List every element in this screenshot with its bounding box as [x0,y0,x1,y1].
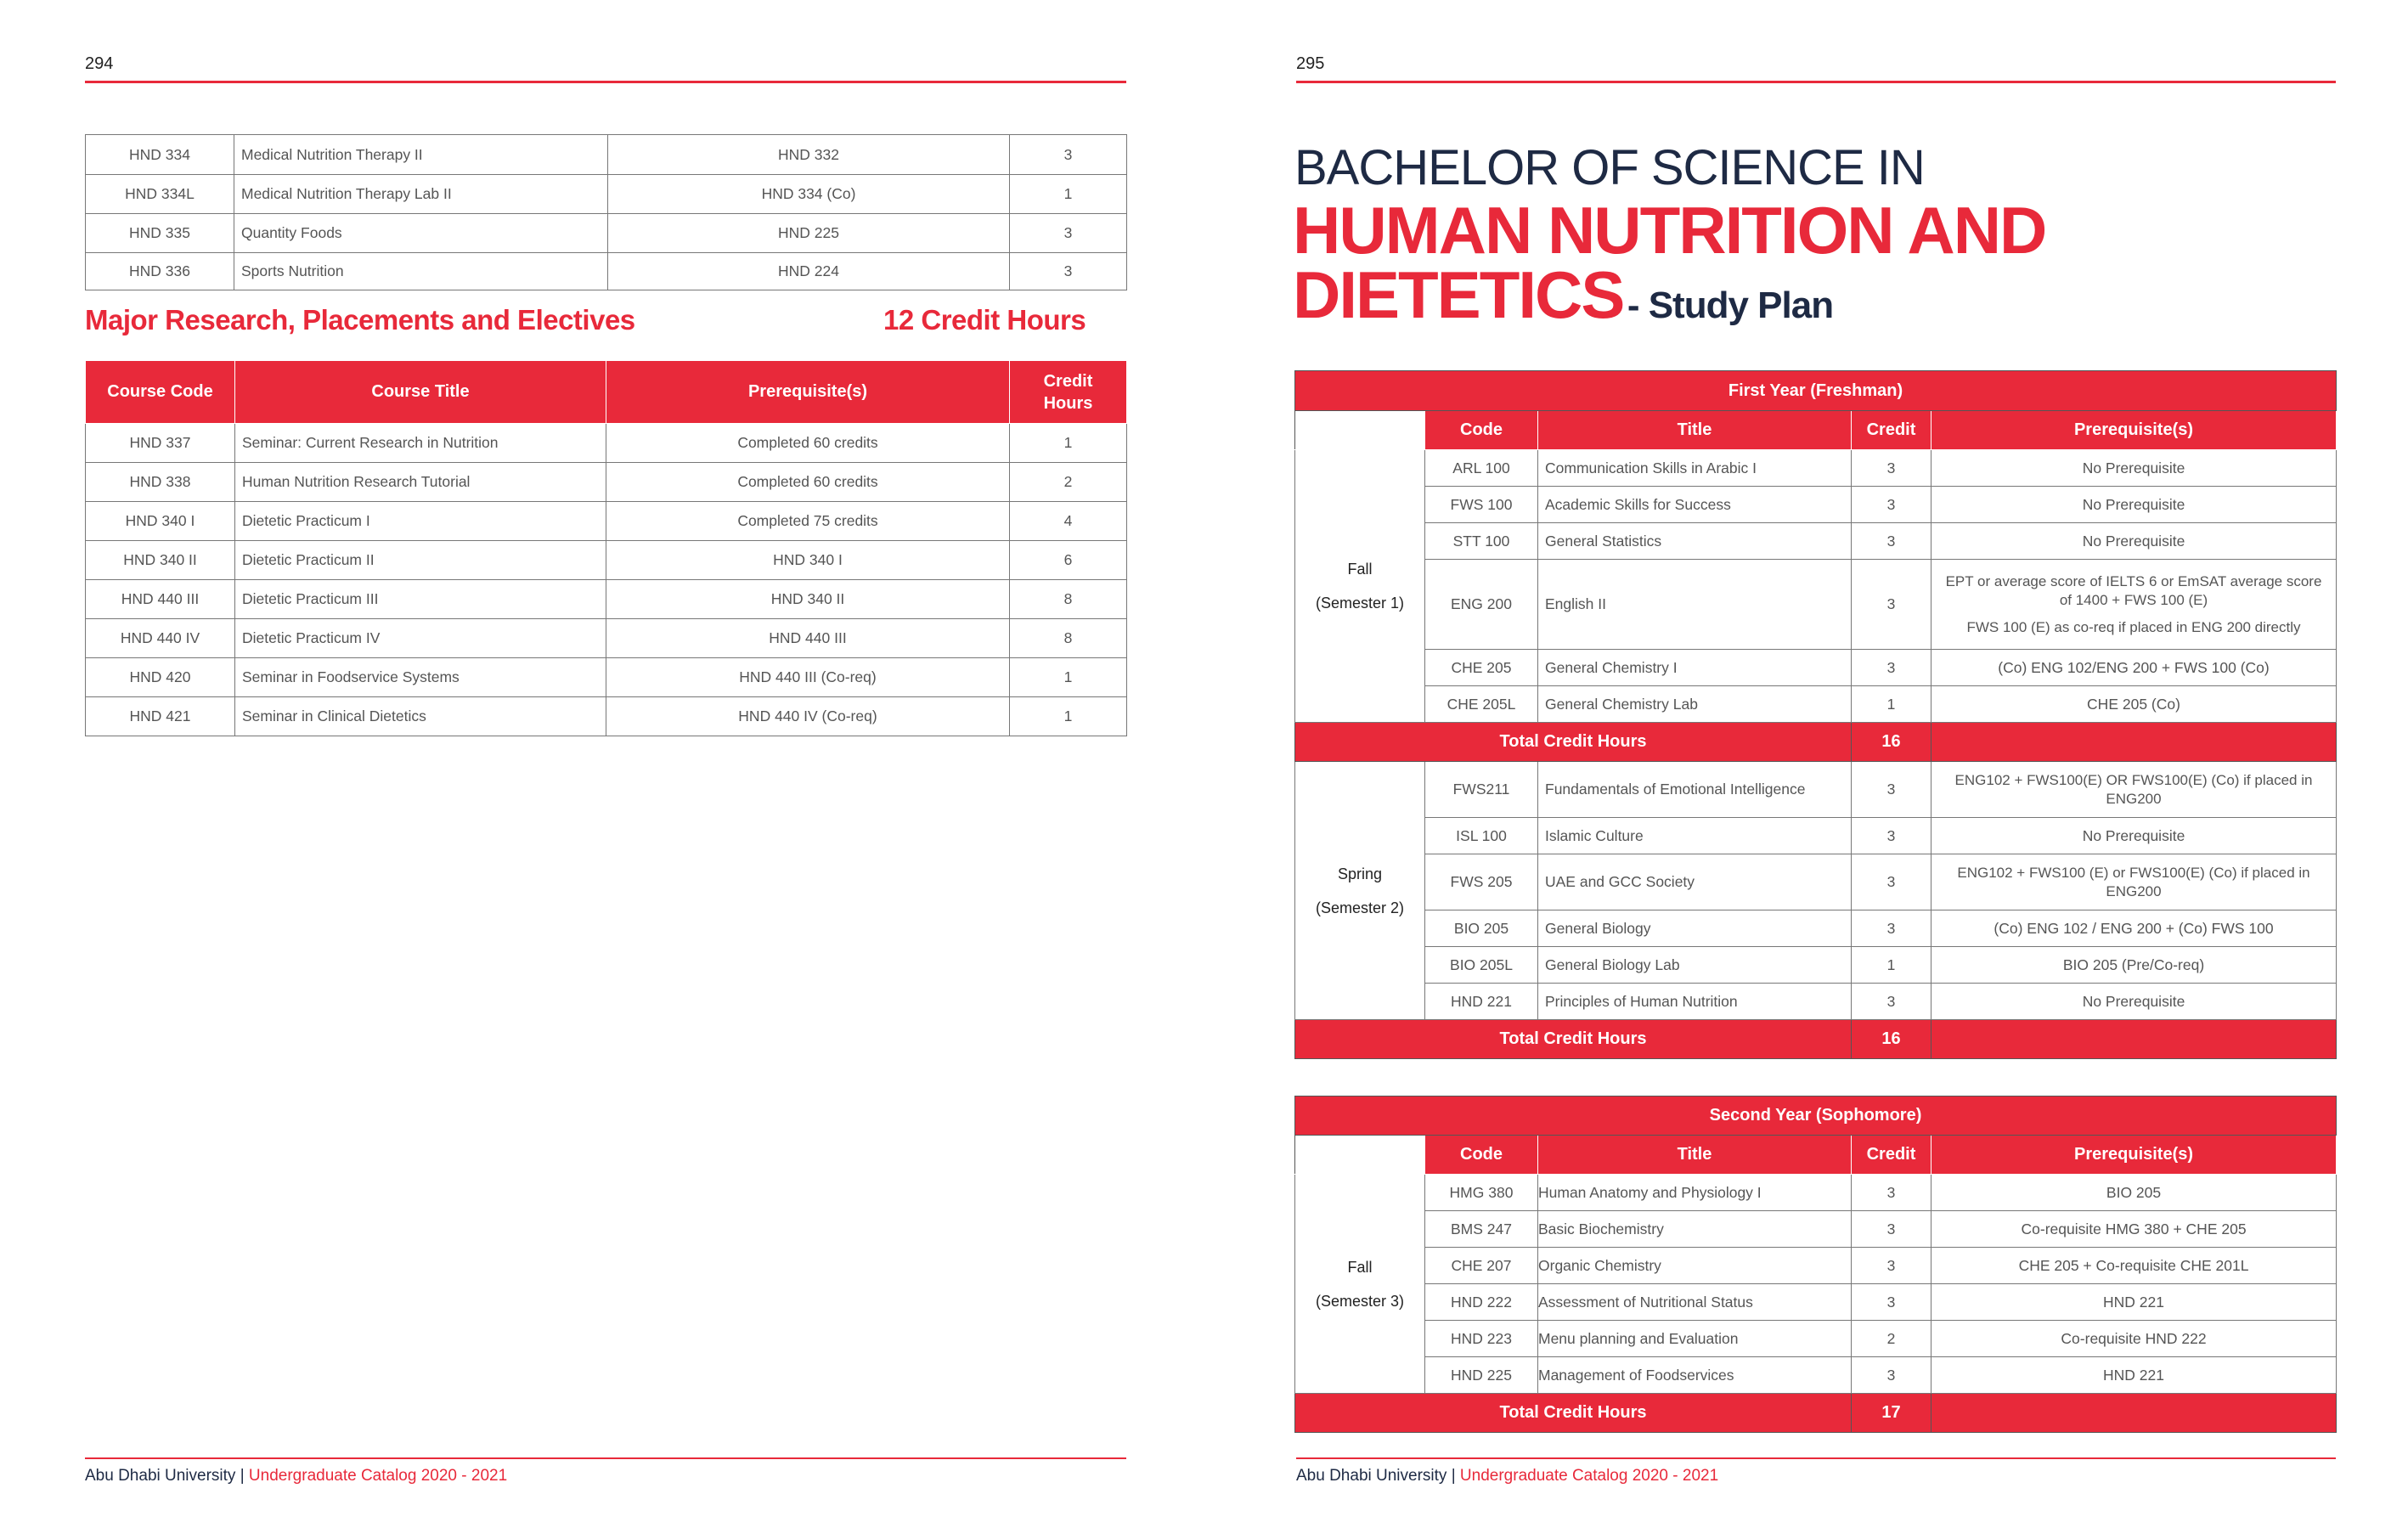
header-title: Title [1538,411,1852,450]
course-prereq: (Co) ENG 102 / ENG 200 + (Co) FWS 100 [1931,910,2337,947]
page-number-left: 294 [85,54,114,73]
table-row [1295,686,2337,723]
table-row [86,175,1127,214]
electives-table [85,360,1127,736]
course-title: Basic Biochemistry [1538,1211,1852,1248]
course-credit: 3 [1852,1248,1931,1284]
table-row [1295,854,2337,910]
total-label: Total Credit Hours [1295,723,1852,762]
table-row [1295,487,2337,523]
table-row [86,253,1127,290]
table-row [1295,1248,2337,1284]
semester-number: (Semester 1) [1315,595,1405,612]
header-credit: Credit [1852,1136,1931,1175]
footer-rule-left [85,1457,1126,1459]
total-label: Total Credit Hours [1295,1020,1852,1059]
table-header-row [1295,411,2337,450]
course-title: Principles of Human Nutrition [1538,984,1852,1020]
first-year-table [1294,370,2337,1059]
program-title-line2: HUMAN NUTRITION AND [1293,193,2046,268]
course-code: HND 334 [86,135,234,175]
table-row [86,424,1127,463]
course-code: HND 421 [86,697,235,736]
course-title: Medical Nutrition Therapy Lab II [234,175,608,214]
table-row [1295,1175,2337,1211]
course-credits: 4 [1010,502,1127,541]
header-code: Code [1425,1136,1538,1175]
course-title: Assessment of Nutritional Status [1538,1284,1852,1321]
course-prereq: No Prerequisite [1931,450,2337,487]
course-prereq: HND 440 III [606,619,1010,658]
course-code: BMS 247 [1425,1211,1538,1248]
course-code: HND 222 [1425,1284,1538,1321]
course-credits: 8 [1010,580,1127,619]
semester-number: (Semester 3) [1315,1292,1405,1310]
header-credit-hours [1010,361,1127,424]
table-row [86,619,1127,658]
table-row [1295,1284,2337,1321]
course-credits: 1 [1010,697,1127,736]
total-blank [1931,723,2337,762]
course-title: Organic Chemistry [1538,1248,1852,1284]
table-row [1295,1211,2337,1248]
course-title: General Biology Lab [1538,947,1852,984]
header-code: Code [1425,411,1538,450]
course-credit: 3 [1852,487,1931,523]
course-prereq: (Co) ENG 102/ENG 200 + FWS 100 (Co) [1931,650,2337,686]
section-credit-hours: 12 Credit Hours [883,304,1086,335]
course-credit: 1 [1852,686,1931,723]
header-prereq: Prerequisite(s) [1931,1136,2337,1175]
total-credits: 17 [1852,1394,1931,1433]
course-credit: 3 [1852,560,1931,650]
header-credit-line2: Hours [1043,393,1093,413]
course-code: HND 221 [1425,984,1538,1020]
footer-catalog: Undergraduate Catalog 2020 - 2021 [248,1467,508,1485]
course-prereq: Completed 75 credits [606,502,1010,541]
course-title: Quantity Foods [234,214,608,253]
table-row [1295,560,2337,650]
program-title-line1: BACHELOR OF SCIENCE IN [1294,140,1925,195]
course-code: HND 225 [1425,1357,1538,1394]
footer-university: Abu Dhabi University [1296,1467,1447,1485]
prereq-note: FWS 100 (E) as co-req if placed in ENG 200 directly [1966,618,2301,635]
course-credit: 3 [1852,450,1931,487]
course-prereq: Completed 60 credits [606,424,1010,463]
table-row [1295,1321,2337,1357]
course-credit: 3 [1852,910,1931,947]
page-number-right: 295 [1296,54,1325,73]
total-credits: 16 [1852,723,1931,762]
course-code: BIO 205 [1425,910,1538,947]
semester-label [1295,762,1425,1020]
table-row [1295,984,2337,1020]
course-title: Dietetic Practicum IV [235,619,606,658]
course-title: Academic Skills for Success [1538,487,1852,523]
second-year-caption: Second Year (Sophomore) [1295,1096,2337,1136]
course-prereq: Completed 60 credits [606,463,1010,502]
course-credit: 3 [1852,523,1931,560]
header-prerequisites: Prerequisite(s) [606,361,1010,424]
table-row [1295,450,2337,487]
course-code: CHE 207 [1425,1248,1538,1284]
course-code: HND 440 III [86,580,235,619]
total-blank [1931,1394,2337,1433]
year-caption-row [1295,371,2337,411]
semester-name: Spring [1337,865,1383,882]
course-prereq: HND 224 [608,253,1010,290]
course-code: ISL 100 [1425,818,1538,854]
header-blank [1295,1136,1425,1175]
course-credit: 3 [1852,1357,1931,1394]
footer-separator: | [1451,1467,1456,1485]
semester-name: Fall [1347,561,1373,578]
course-code: BIO 205L [1425,947,1538,984]
course-title: UAE and GCC Society [1538,854,1852,910]
course-credit: 3 [1852,1175,1931,1211]
table-row [86,214,1127,253]
course-table-continued [85,134,1127,290]
course-credit: 3 [1852,1284,1931,1321]
course-code: FWS211 [1425,762,1538,818]
course-credits: 1 [1010,658,1127,697]
course-credits: 1 [1010,175,1127,214]
course-title: Seminar: Current Research in Nutrition [235,424,606,463]
course-title: English II [1538,560,1852,650]
table-header-row [1295,1136,2337,1175]
table-row [1295,910,2337,947]
semester-name: Fall [1347,1258,1373,1276]
course-prereq: ENG102 + FWS100 (E) or FWS100(E) (Co) if placed in ENG200 [1931,854,2337,910]
course-prereq: No Prerequisite [1931,487,2337,523]
course-prereq: No Prerequisite [1931,984,2337,1020]
header-rule-left [85,81,1126,83]
table-header-row [86,361,1127,424]
course-credit: 3 [1852,984,1931,1020]
course-code: HND 223 [1425,1321,1538,1357]
header-blank [1295,411,1425,450]
first-year-caption: First Year (Freshman) [1295,371,2337,411]
course-code: ARL 100 [1425,450,1538,487]
study-plan-label: - Study Plan [1627,285,1834,326]
course-credits: 3 [1010,253,1127,290]
table-row [86,541,1127,580]
course-title: Fundamentals of Emotional Intelligence [1538,762,1852,818]
course-title: General Chemistry I [1538,650,1852,686]
course-code: HND 338 [86,463,235,502]
header-course-code: Course Code [86,361,235,424]
footer-catalog: Undergraduate Catalog 2020 - 2021 [1459,1467,1719,1485]
course-prereq: Co-requisite HMG 380 + CHE 205 [1931,1211,2337,1248]
course-title: Sports Nutrition [234,253,608,290]
course-credit: 1 [1852,947,1931,984]
course-credits: 8 [1010,619,1127,658]
semester-label [1295,450,1425,723]
table-row [1295,762,2337,818]
course-title: Dietetic Practicum I [235,502,606,541]
header-prereq: Prerequisite(s) [1931,411,2337,450]
semester-label [1295,1175,1425,1394]
course-title: Management of Foodservices [1538,1357,1852,1394]
course-prereq: HND 440 IV (Co-req) [606,697,1010,736]
table-row [86,580,1127,619]
course-title: Seminar in Foodservice Systems [235,658,606,697]
year-caption-row [1295,1096,2337,1136]
table-row [1295,523,2337,560]
total-credits: 16 [1852,1020,1931,1059]
course-code: CHE 205 [1425,650,1538,686]
course-credit: 3 [1852,762,1931,818]
semester-number: (Semester 2) [1315,899,1405,916]
course-prereq: HND 440 III (Co-req) [606,658,1010,697]
course-code: ENG 200 [1425,560,1538,650]
total-label: Total Credit Hours [1295,1394,1852,1433]
table-row [86,658,1127,697]
course-code: HND 440 IV [86,619,235,658]
course-title: Communication Skills in Arabic I [1538,450,1852,487]
table-row [1295,947,2337,984]
course-credits: 3 [1010,135,1127,175]
course-title: Dietetic Practicum II [235,541,606,580]
total-row [1295,1394,2337,1433]
table-row [86,135,1127,175]
course-prereq: HND 340 I [606,541,1010,580]
course-prereq: ENG102 + FWS100(E) OR FWS100(E) (Co) if placed in ENG200 [1931,762,2337,818]
course-code: CHE 205L [1425,686,1538,723]
total-row [1295,723,2337,762]
course-title: Seminar in Clinical Dietetics [235,697,606,736]
course-prereq: HND 340 II [606,580,1010,619]
course-title: Medical Nutrition Therapy II [234,135,608,175]
course-title: General Chemistry Lab [1538,686,1852,723]
table-row [1295,818,2337,854]
course-prereq: HND 225 [608,214,1010,253]
course-title: Human Anatomy and Physiology I [1538,1175,1852,1211]
second-year-table [1294,1096,2337,1433]
course-code: FWS 100 [1425,487,1538,523]
header-rule-right [1296,81,2336,83]
course-prereq [1931,560,2337,650]
course-prereq: HND 221 [1931,1357,2337,1394]
header-title: Title [1538,1136,1852,1175]
footer-university: Abu Dhabi University [85,1467,236,1485]
course-prereq: No Prerequisite [1931,523,2337,560]
course-prereq: HND 332 [608,135,1010,175]
course-credit: 3 [1852,854,1931,910]
course-title: Menu planning and Evaluation [1538,1321,1852,1357]
header-course-title: Course Title [235,361,606,424]
section-title: Major Research, Placements and Electives [85,304,635,335]
course-credits: 1 [1010,424,1127,463]
program-title-line3: DIETETICS [1293,257,1624,332]
footer-right [1296,1467,1718,1485]
course-title: Dietetic Practicum III [235,580,606,619]
course-code: HMG 380 [1425,1175,1538,1211]
course-code: FWS 205 [1425,854,1538,910]
course-prereq: No Prerequisite [1931,818,2337,854]
table-row [86,502,1127,541]
course-prereq: BIO 205 (Pre/Co-req) [1931,947,2337,984]
course-credit: 3 [1852,650,1931,686]
course-prereq: HND 221 [1931,1284,2337,1321]
course-credits: 2 [1010,463,1127,502]
course-credit: 3 [1852,1211,1931,1248]
course-credits: 3 [1010,214,1127,253]
course-code: HND 340 II [86,541,235,580]
course-code: HND 340 I [86,502,235,541]
course-prereq: BIO 205 [1931,1175,2337,1211]
course-prereq: HND 334 (Co) [608,175,1010,214]
course-credits: 6 [1010,541,1127,580]
table-row [86,463,1127,502]
course-title: Human Nutrition Research Tutorial [235,463,606,502]
course-code: HND 337 [86,424,235,463]
total-row [1295,1020,2337,1059]
course-credit: 2 [1852,1321,1931,1357]
footer-left [85,1467,507,1485]
course-credit: 3 [1852,818,1931,854]
course-prereq: CHE 205 (Co) [1931,686,2337,723]
table-row [86,697,1127,736]
course-title: General Biology [1538,910,1852,947]
course-title: General Statistics [1538,523,1852,560]
table-row [1295,650,2337,686]
table-row [1295,1357,2337,1394]
footer-separator: | [240,1467,245,1485]
course-code: HND 335 [86,214,234,253]
program-title-line3-wrap [1293,257,1834,332]
course-prereq: CHE 205 + Co-requisite CHE 201L [1931,1248,2337,1284]
course-code: HND 420 [86,658,235,697]
course-code: STT 100 [1425,523,1538,560]
header-credit-line1: Credit [1043,371,1093,391]
course-title: Islamic Culture [1538,818,1852,854]
total-blank [1931,1020,2337,1059]
course-code: HND 336 [86,253,234,290]
footer-rule-right [1296,1457,2336,1459]
header-credit: Credit [1852,411,1931,450]
course-prereq: Co-requisite HND 222 [1931,1321,2337,1357]
prereq-main: EPT or average score of IELTS 6 or EmSAT average score of 1400 + FWS 100 (E) [1945,572,2322,608]
course-code: HND 334L [86,175,234,214]
